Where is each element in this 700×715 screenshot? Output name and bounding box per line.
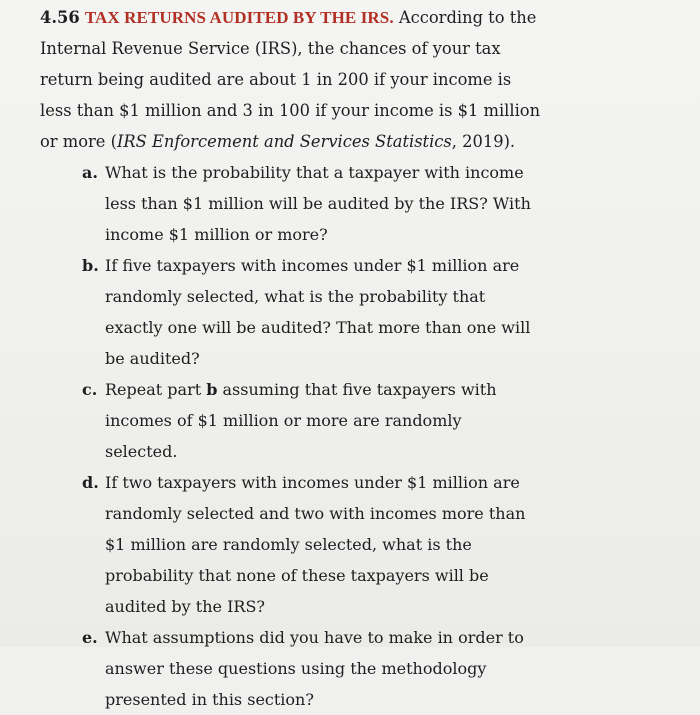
exercise-4-56 <box>40 2 545 715</box>
exercise-intro-text: According to the Internal Revenue Service (IRS), the chances of your tax return being audited are about 1 in 200 if your income is less than $1 million and 3 in 100 if your income is $1 million or more ( <box>40 8 541 151</box>
part-text: If two taxpayers with incomes under $1 million are randomly selected and two with incomes more than $1 million are randomly selected, what is the probability that none of these taxpayers will be audited by the IRS? <box>105 473 526 616</box>
part-text-after: assuming that five taxpayers with incomes of $1 million or more are randomly selected. <box>105 380 497 461</box>
part-a <box>82 157 537 250</box>
part-letter: a. <box>82 163 98 182</box>
exercise-heading: TAX RETURNS AUDITED BY THE IRS. <box>84 8 394 27</box>
part-d <box>82 467 537 622</box>
part-text-before: Repeat part <box>105 380 207 399</box>
source-citation: IRS Enforcement and Services Statistics <box>116 132 452 151</box>
part-letter: d. <box>82 473 99 492</box>
part-letter: c. <box>82 380 98 399</box>
part-text: What is the probability that a taxpayer with income less than $1 million will be audited by the IRS? With income $1 million or more? <box>105 163 531 244</box>
part-letter: b. <box>82 256 99 275</box>
exercise-parts <box>82 157 537 715</box>
exercise-intro-end: , 2019). <box>451 132 516 151</box>
part-letter: e. <box>82 628 98 647</box>
exercise-intro <box>40 2 545 157</box>
part-reference: b <box>206 380 218 399</box>
exercise-number: 4.56 <box>40 8 80 27</box>
part-e <box>82 622 537 715</box>
part-text: What assumptions did you have to make in order to answer these questions using the methodology presented in this section? <box>105 628 524 709</box>
part-c <box>82 374 537 467</box>
part-b <box>82 250 537 374</box>
part-text: If five taxpayers with incomes under $1 million are randomly selected, what is the probability that exactly one will be audited? That more than one will be audited? <box>105 256 531 368</box>
